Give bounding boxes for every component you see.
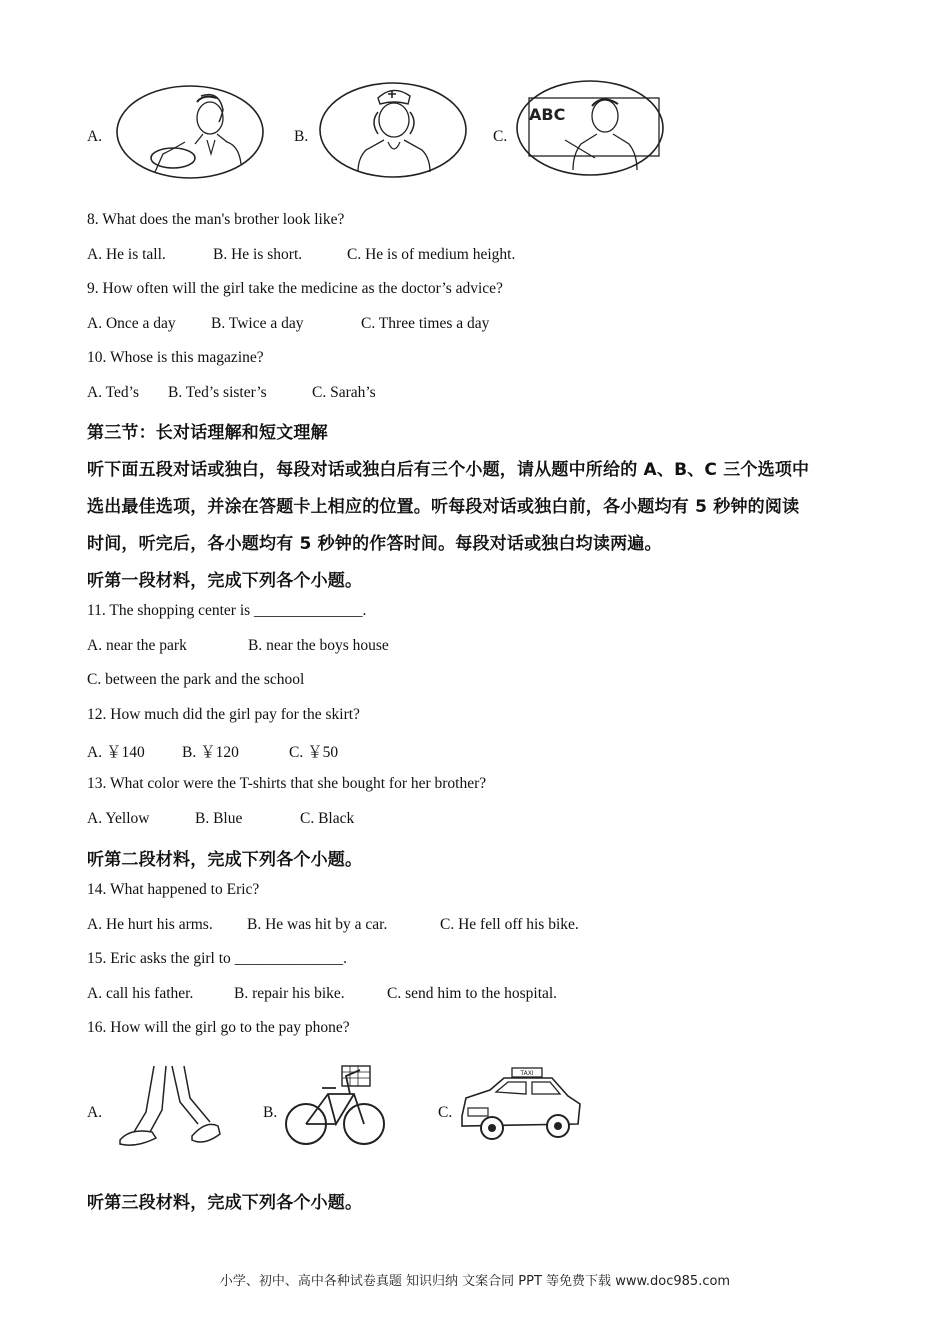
q10-option-b: B. Ted’s sister’s <box>168 384 267 401</box>
q11-question: 11. The shopping center is ______________. <box>87 602 367 619</box>
q14-option-b: B. He was hit by a car. <box>247 916 388 933</box>
taxi-picture <box>456 1064 584 1146</box>
q7-option-c-label: C. <box>493 128 508 145</box>
q15-option-a: A. call his father. <box>87 985 194 1002</box>
part3-heading: 听第三段材料，完成下列各个小题。 <box>87 1193 363 1213</box>
q15-option-b: B. repair his bike. <box>234 985 345 1002</box>
section3-instruction-line1: 听下面五段对话或独白，每段对话或独白后有三个小题，请从题中所给的 A、B、C 三个选项中 <box>87 460 810 480</box>
q16-option-b-label: B. <box>263 1104 278 1121</box>
teacher-picture <box>515 78 665 178</box>
q8-question: 8. What does the man's brother look like? <box>87 211 345 228</box>
q15-question: 15. Eric asks the girl to ______________. <box>87 950 348 967</box>
q8-option-b: B. He is short. <box>213 246 303 263</box>
q14-question: 14. What happened to Eric? <box>87 881 260 898</box>
nurse-picture <box>318 80 468 180</box>
section3-title: 第三节：长对话理解和短文理解 <box>87 423 328 443</box>
q12-option-a: A. ￥140 <box>87 744 145 761</box>
part1-heading: 听第一段材料，完成下列各个小题。 <box>87 571 363 591</box>
q16-question: 16. How will the girl go to the pay phone? <box>87 1019 350 1036</box>
q8-option-c: C. He is of medium height. <box>347 246 516 263</box>
q9-question: 9. How often will the girl take the medicine as the doctor’s advice? <box>87 280 503 297</box>
q11-option-b: B. near the boys house <box>248 637 389 654</box>
q11-option-a: A. near the park <box>87 637 187 654</box>
q13-question: 13. What color were the T-shirts that she bought for her brother? <box>87 775 487 792</box>
driver-picture <box>115 84 265 180</box>
walking-legs-picture <box>114 1062 224 1154</box>
q9-option-a: A. Once a day <box>87 315 176 332</box>
q16-option-a-label: A. <box>87 1104 103 1121</box>
q9-option-b: B. Twice a day <box>211 315 304 332</box>
q13-option-a: A. Yellow <box>87 810 150 827</box>
q12-question: 12. How much did the girl pay for the skirt? <box>87 706 360 723</box>
part2-heading: 听第二段材料，完成下列各个小题。 <box>87 850 363 870</box>
q12-option-c: C. ￥50 <box>289 744 339 761</box>
q14-option-c: C. He fell off his bike. <box>440 916 579 933</box>
q13-option-b: B. Blue <box>195 810 243 827</box>
page-footer: 小学、初中、高中各种试卷真题 知识归纳 文案合同 PPT 等免费下载 www.doc985.com <box>219 1274 731 1289</box>
section3-instruction-line2: 选出最佳选项，并涂在答题卡上相应的位置。听每段对话或独白前，各小题均有 5 秒钟的阅读 <box>87 497 800 517</box>
q9-option-c: C. Three times a day <box>361 315 490 332</box>
q10-option-a: A. Ted’s <box>87 384 140 401</box>
board-text: ABC <box>529 105 566 124</box>
q13-option-c: C. Black <box>300 810 355 827</box>
taxi-sign-text: TAXI <box>520 1070 534 1077</box>
q11-option-c: C. between the park and the school <box>87 671 305 688</box>
q7-option-a-label: A. <box>87 128 103 145</box>
section3-instruction-line3: 时间，听完后，各小题均有 5 秒钟的作答时间。每段对话或独白均读两遍。 <box>87 534 662 554</box>
q16-option-c-label: C. <box>438 1104 453 1121</box>
q14-option-a: A. He hurt his arms. <box>87 916 213 933</box>
q8-option-a: A. He is tall. <box>87 246 166 263</box>
q10-option-c: C. Sarah’s <box>312 384 376 401</box>
q15-option-c: C. send him to the hospital. <box>387 985 558 1002</box>
q12-option-b: B. ￥120 <box>182 744 239 761</box>
q10-question: 10. Whose is this magazine? <box>87 349 264 366</box>
q7-option-b-label: B. <box>294 128 309 145</box>
bicycle-picture <box>284 1058 388 1154</box>
